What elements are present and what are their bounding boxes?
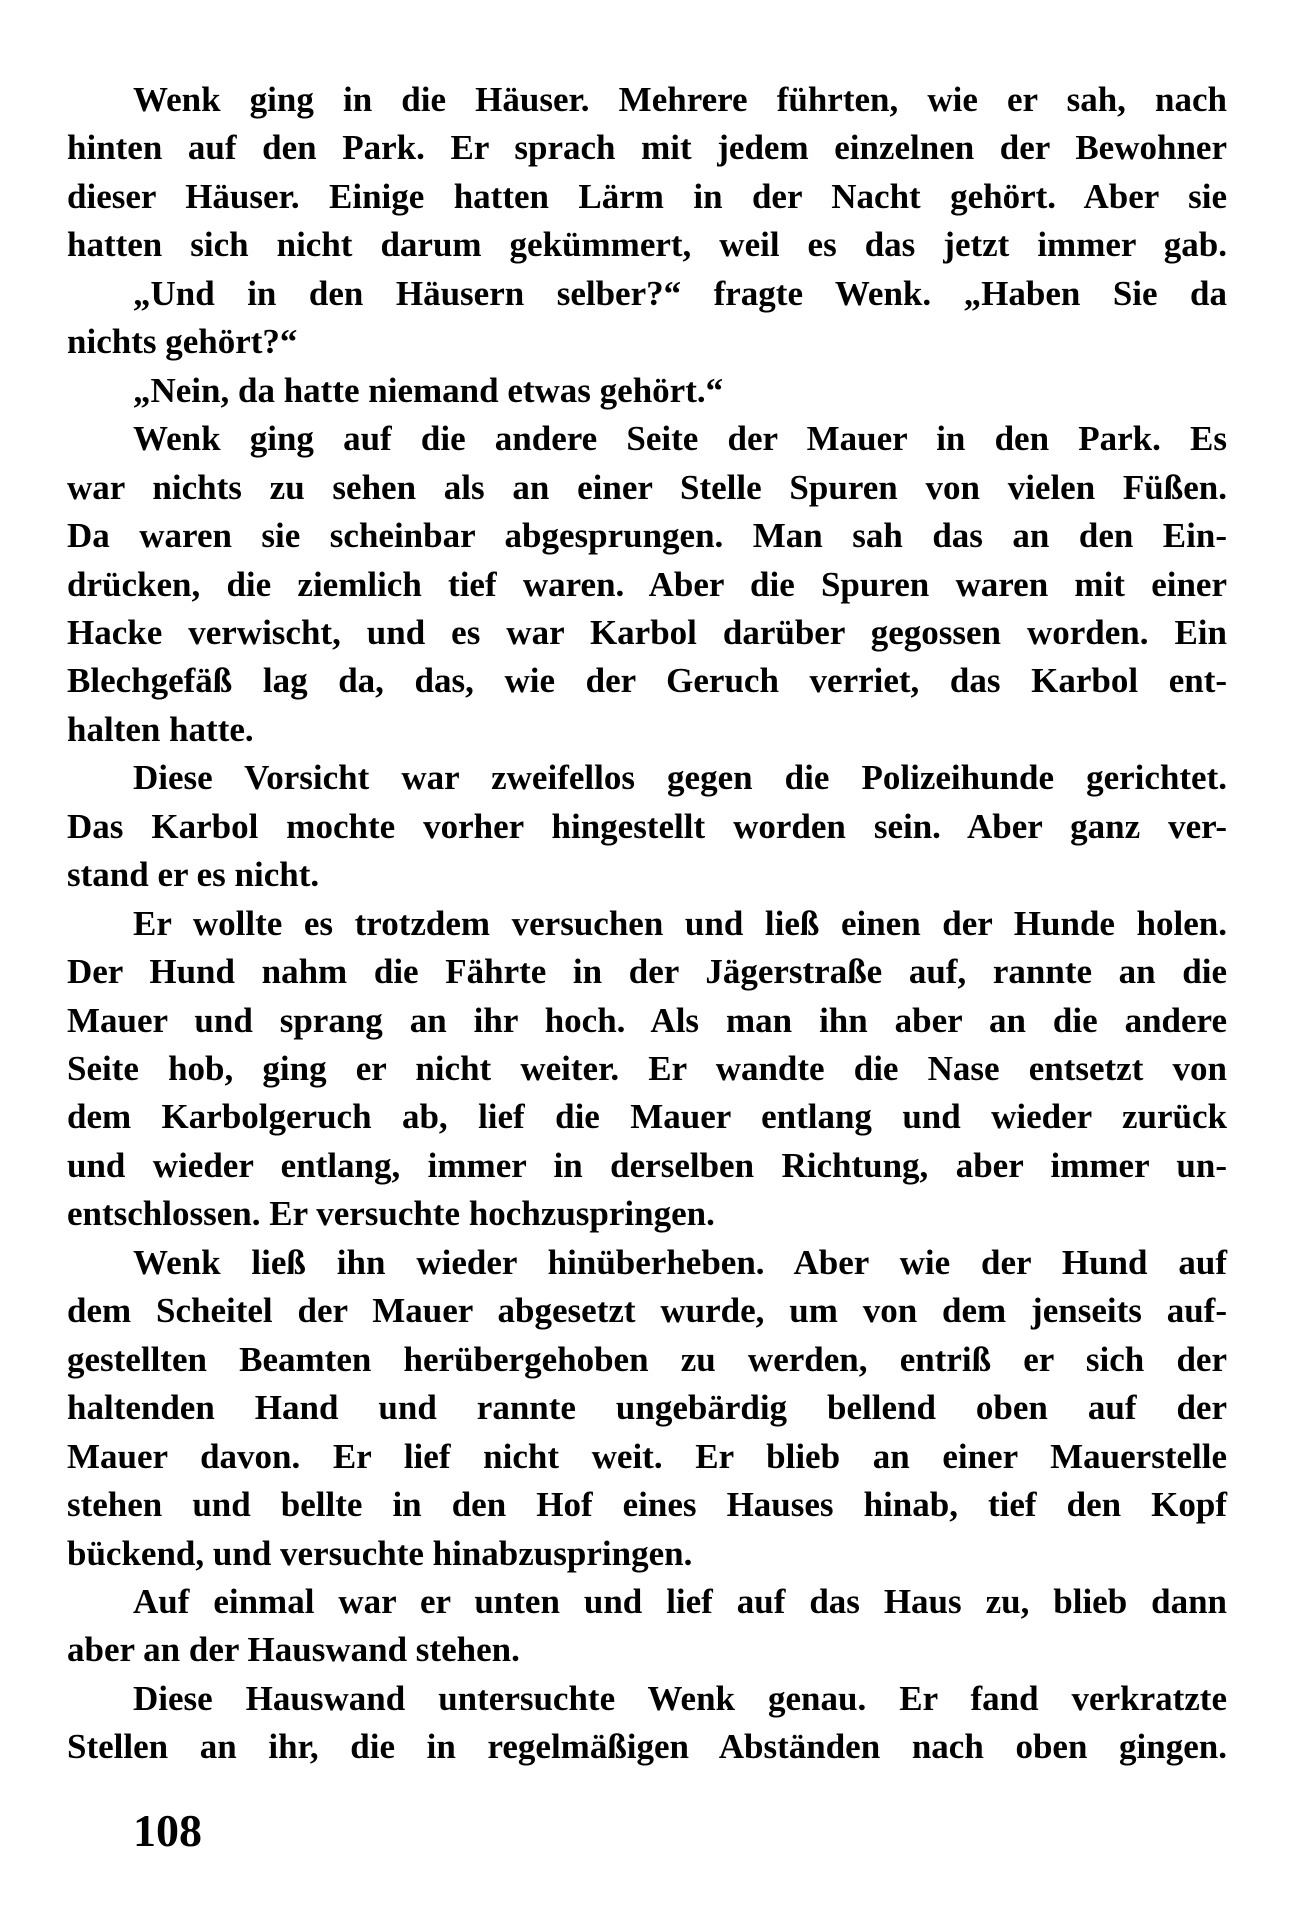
text-line: Auf einmal war er unten und lief auf das Haus zu, blieb dann: [133, 1581, 1227, 1621]
text-line: haltenden Hand und rannte ungebärdig bellend oben auf der: [67, 1388, 1227, 1428]
text-line: war nichts zu sehen als an einer Stelle Spuren von vielen Füßen.: [67, 467, 1227, 507]
text-line: „Und in den Häusern selber?“ fragte Wenk. „Haben Sie da: [133, 273, 1227, 313]
text-line: hinten auf den Park. Er sprach mit jedem einzelnen der Bewohner: [67, 128, 1227, 168]
text-line: stehen und bellte in den Hof eines Hauses hinab, tief den Kopf: [67, 1485, 1227, 1525]
text-line: dieser Häuser. Einige hatten Lärm in der Nacht gehört. Aber sie: [67, 176, 1227, 216]
text-line: Der Hund nahm die Fährte in der Jägerstraße auf, rannte an die: [67, 952, 1227, 992]
text-line: Wenk ging in die Häuser. Mehrere führten, wie er sah, nach: [133, 80, 1227, 119]
text-line: dem Karbolgeruch ab, lief die Mauer entlang und wieder zurück: [67, 1097, 1227, 1137]
text-line: Diese Vorsicht war zweifellos gegen die Polizeihunde gerichtet.: [133, 758, 1227, 798]
text-line: Seite hob, ging er nicht weiter. Er wandte die Nase entsetzt von: [67, 1049, 1227, 1088]
text-line: Da waren sie scheinbar abgesprungen. Man sah das an den Ein-: [67, 516, 1227, 556]
text-line: nichts gehört?“: [67, 322, 298, 362]
text-line: halten hatte.: [67, 709, 254, 749]
text-line: und wieder entlang, immer in derselben Richtung, aber immer un-: [67, 1145, 1227, 1185]
text-line: Mauer und sprang an ihr hoch. Als man ihn aber an die andere: [67, 1000, 1227, 1040]
text-line: dem Scheitel der Mauer abgesetzt wurde, um von dem jenseits auf-: [67, 1291, 1227, 1331]
text-line: Mauer davon. Er lief nicht weit. Er blieb an einer Mauerstelle: [67, 1436, 1227, 1476]
page-number: 108: [133, 1805, 202, 1856]
text-line: Wenk ging auf die andere Seite der Mauer in den Park. Es: [133, 419, 1227, 459]
text-line: Diese Hauswand untersuchte Wenk genau. Er fand verkratzte: [133, 1678, 1227, 1718]
text-line: bückend, und versuchte hinabzuspringen.: [67, 1533, 693, 1573]
text-line: Wenk ließ ihn wieder hinüberheben. Aber wie der Hund auf: [133, 1242, 1227, 1282]
text-line: Blechgefäß lag da, das, wie der Geruch verriet, das Karbol ent-: [67, 661, 1227, 701]
text-line: hatten sich nicht darum gekümmert, weil es das jetzt immer gab.: [67, 225, 1227, 265]
text-line: „Nein, da hatte niemand etwas gehört.“: [133, 370, 724, 410]
text-line: stand er es nicht.: [67, 855, 320, 895]
text-line: entschlossen. Er versuchte hochzuspringen.: [67, 1194, 715, 1234]
text-line: Er wollte es trotzdem versuchen und ließ einen der Hunde holen.: [133, 903, 1227, 943]
text-line: Stellen an ihr, die in regelmäßigen Abständen nach oben gingen.: [67, 1727, 1227, 1767]
text-line: drücken, die ziemlich tief waren. Aber die Spuren waren mit einer: [67, 564, 1227, 604]
text-line: Hacke verwischt, und es war Karbol darüber gegossen worden. Ein: [67, 612, 1227, 652]
text-line: aber an der Hauswand stehen.: [67, 1630, 520, 1670]
text-line: gestellten Beamten herübergehoben zu werden, entriß er sich der: [67, 1339, 1227, 1379]
text-line: Das Karbol mochte vorher hingestellt worden sein. Aber ganz ver-: [67, 806, 1227, 846]
